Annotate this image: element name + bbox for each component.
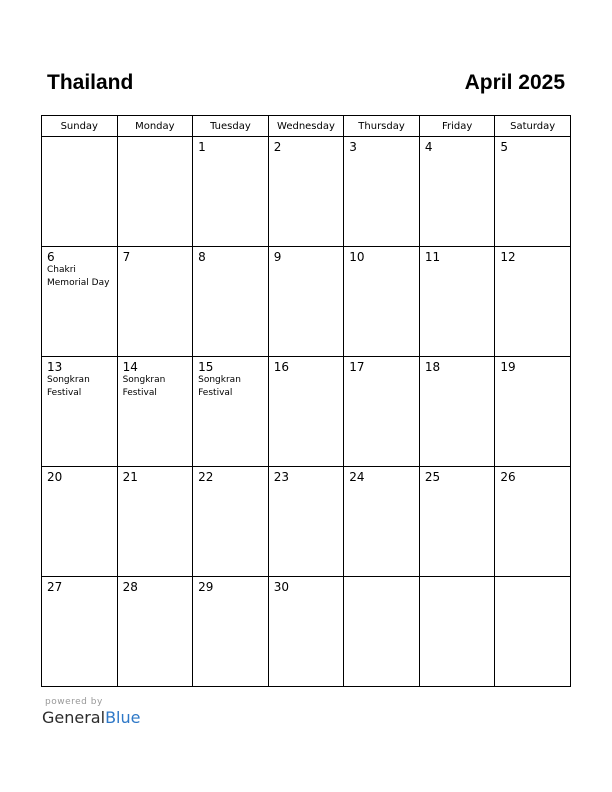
day-cell xyxy=(193,137,269,247)
day-number: 24 xyxy=(349,470,365,484)
day-number: 2 xyxy=(273,140,282,154)
day-number: 18 xyxy=(424,360,441,374)
logo-blue-text: Blue xyxy=(105,708,141,727)
day-cell xyxy=(117,577,193,687)
day-number: 1 xyxy=(198,140,206,154)
day-cell xyxy=(268,137,344,247)
day-number: 7 xyxy=(122,250,131,264)
day-cell xyxy=(344,577,420,687)
day-number: 27 xyxy=(47,580,63,594)
weekday-thursday: Thursday xyxy=(344,116,420,137)
day-cell xyxy=(268,577,344,687)
day-number: 11 xyxy=(424,250,441,264)
weekday-wednesday: Wednesday xyxy=(268,116,344,137)
weekday-header-row xyxy=(42,116,571,137)
day-cell xyxy=(117,137,193,247)
day-cell xyxy=(419,577,495,687)
day-number: 28 xyxy=(122,580,138,594)
day-cell xyxy=(42,247,118,357)
day-number: 29 xyxy=(198,580,214,594)
week-row xyxy=(42,467,571,577)
day-cell xyxy=(193,467,269,577)
weekday-friday: Friday xyxy=(419,116,495,137)
weekday-monday: Monday xyxy=(117,116,193,137)
day-cell xyxy=(42,467,118,577)
day-cell xyxy=(419,357,495,467)
day-number: 22 xyxy=(198,470,214,484)
day-cell xyxy=(193,247,269,357)
holiday-label: Songkran Festival xyxy=(122,375,166,398)
month-year-title: April 2025 xyxy=(464,71,565,94)
day-number: 19 xyxy=(500,360,516,374)
day-cell xyxy=(344,137,420,247)
day-number: 3 xyxy=(349,140,357,154)
day-number xyxy=(344,577,419,580)
day-number: 14 xyxy=(122,360,138,374)
day-number: 30 xyxy=(273,580,289,594)
day-cell xyxy=(344,247,420,357)
day-number: 4 xyxy=(424,140,433,154)
day-number: 25 xyxy=(424,470,441,484)
day-cell xyxy=(193,357,269,467)
week-row xyxy=(42,247,571,357)
day-number: 8 xyxy=(198,250,206,264)
calendar-grid xyxy=(41,115,571,687)
day-number: 20 xyxy=(47,470,63,484)
day-cell xyxy=(344,357,420,467)
day-cell xyxy=(268,357,344,467)
logo-general-text: General xyxy=(42,708,106,727)
day-cell xyxy=(42,357,118,467)
week-row xyxy=(42,137,571,247)
day-number: 13 xyxy=(47,360,63,374)
day-number: 5 xyxy=(500,140,509,154)
day-number: 16 xyxy=(273,360,289,374)
day-cell xyxy=(495,357,571,467)
holiday-label: Songkran Festival xyxy=(47,375,90,398)
day-number: 15 xyxy=(198,360,214,374)
weekday-saturday: Saturday xyxy=(495,116,571,137)
day-cell xyxy=(419,467,495,577)
day-number: 23 xyxy=(273,470,289,484)
weekday-sunday: Sunday xyxy=(42,116,118,137)
day-cell xyxy=(193,577,269,687)
day-cell xyxy=(495,577,571,687)
day-cell xyxy=(268,467,344,577)
day-cell xyxy=(117,467,193,577)
day-cell xyxy=(495,467,571,577)
day-cell xyxy=(117,357,193,467)
day-cell xyxy=(344,467,420,577)
day-number xyxy=(118,137,193,140)
day-number: 26 xyxy=(500,470,516,484)
day-number: 6 xyxy=(47,250,55,264)
week-row xyxy=(42,577,571,687)
weekday-tuesday: Tuesday xyxy=(193,116,269,137)
day-cell xyxy=(42,137,118,247)
day-cell xyxy=(117,247,193,357)
day-number xyxy=(495,577,570,580)
powered-by-label: powered by xyxy=(45,697,103,707)
day-number: 9 xyxy=(273,250,282,264)
day-cell xyxy=(419,137,495,247)
calendar-body xyxy=(42,137,571,687)
week-row xyxy=(42,357,571,467)
day-cell xyxy=(419,247,495,357)
generalblue-logo xyxy=(42,708,140,728)
day-number: 10 xyxy=(349,250,365,264)
country-title: Thailand xyxy=(47,71,134,94)
holiday-label: Songkran Festival xyxy=(198,375,241,398)
day-cell xyxy=(268,247,344,357)
holiday-label: Chakri Memorial Day xyxy=(47,265,110,288)
day-number xyxy=(420,577,495,580)
day-number: 17 xyxy=(349,360,365,374)
day-cell xyxy=(495,247,571,357)
day-cell xyxy=(42,577,118,687)
day-cell xyxy=(495,137,571,247)
day-number: 12 xyxy=(500,250,516,264)
day-number: 21 xyxy=(122,470,138,484)
day-number xyxy=(42,137,117,140)
